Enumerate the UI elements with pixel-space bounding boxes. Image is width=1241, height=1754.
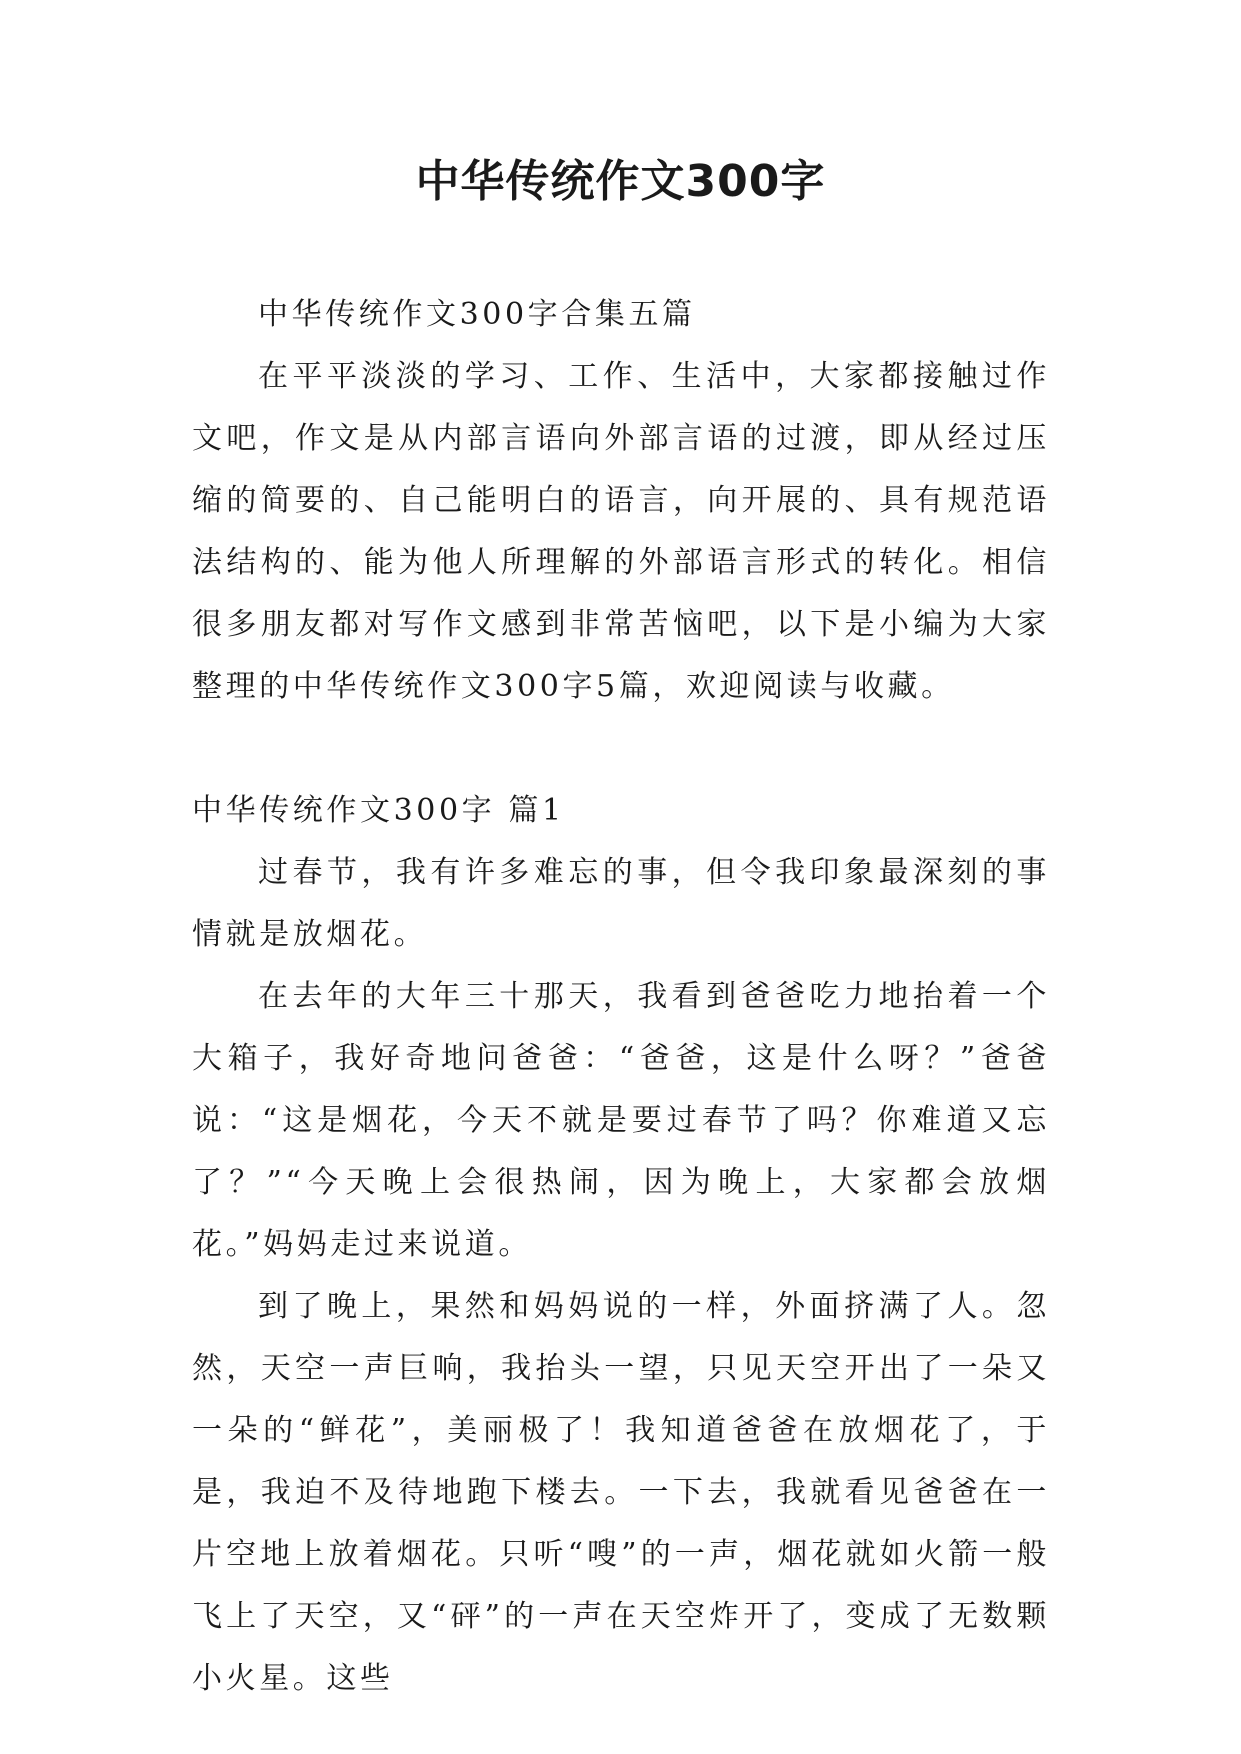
- essay-paragraph: 到了晚上，果然和妈妈说的一样，外面挤满了人。忽然，天空一声巨响，我抬头一望，只见天空开出了一朵又一朵的“鲜花”，美丽极了！我知道爸爸在放烟花了，于是，我迫不及待地跑下楼去。一下去，我就看见爸爸在一片空地上放着烟花。只听“嗖”的一声，烟花就如火箭一般飞上了天空，又“砰”的一声在天空炸开了，变成了无数颗小火星。这些: [192, 1289, 1050, 1696]
- document-body: [192, 284, 1050, 1710]
- essay-paragraph: 在去年的大年三十那天，我看到爸爸吃力地抬着一个大箱子，我好奇地问爸爸：“爸爸，这是什么呀？”爸爸说：“这是烟花，今天不就是要过春节了吗？你难道又忘了？”“今天晚上会很热闹，因为晚上，大家都会放烟花。”妈妈走过来说道。: [192, 979, 1050, 1262]
- section-spacer: [192, 718, 1050, 780]
- collection-subtitle: 中华传统作文300字合集五篇: [258, 297, 696, 332]
- document-title: 中华传统作文300字: [415, 156, 826, 207]
- section-heading: 中华传统作文300字 篇1: [192, 793, 565, 828]
- essay-paragraph: 过春节，我有许多难忘的事，但令我印象最深刻的事情就是放烟花。: [192, 855, 1050, 952]
- intro-paragraph: 在平平淡淡的学习、工作、生活中，大家都接触过作文吧，作文是从内部言语向外部言语的过渡，即从经过压缩的简要的、自己能明白的语言，向开展的、具有规范语法结构的、能为他人所理解的外部语言形式的转化。相信很多朋友都对写作文感到非常苦恼吧，以下是小编为大家整理的中华传统作文300字5篇，欢迎阅读与收藏。: [192, 359, 1050, 704]
